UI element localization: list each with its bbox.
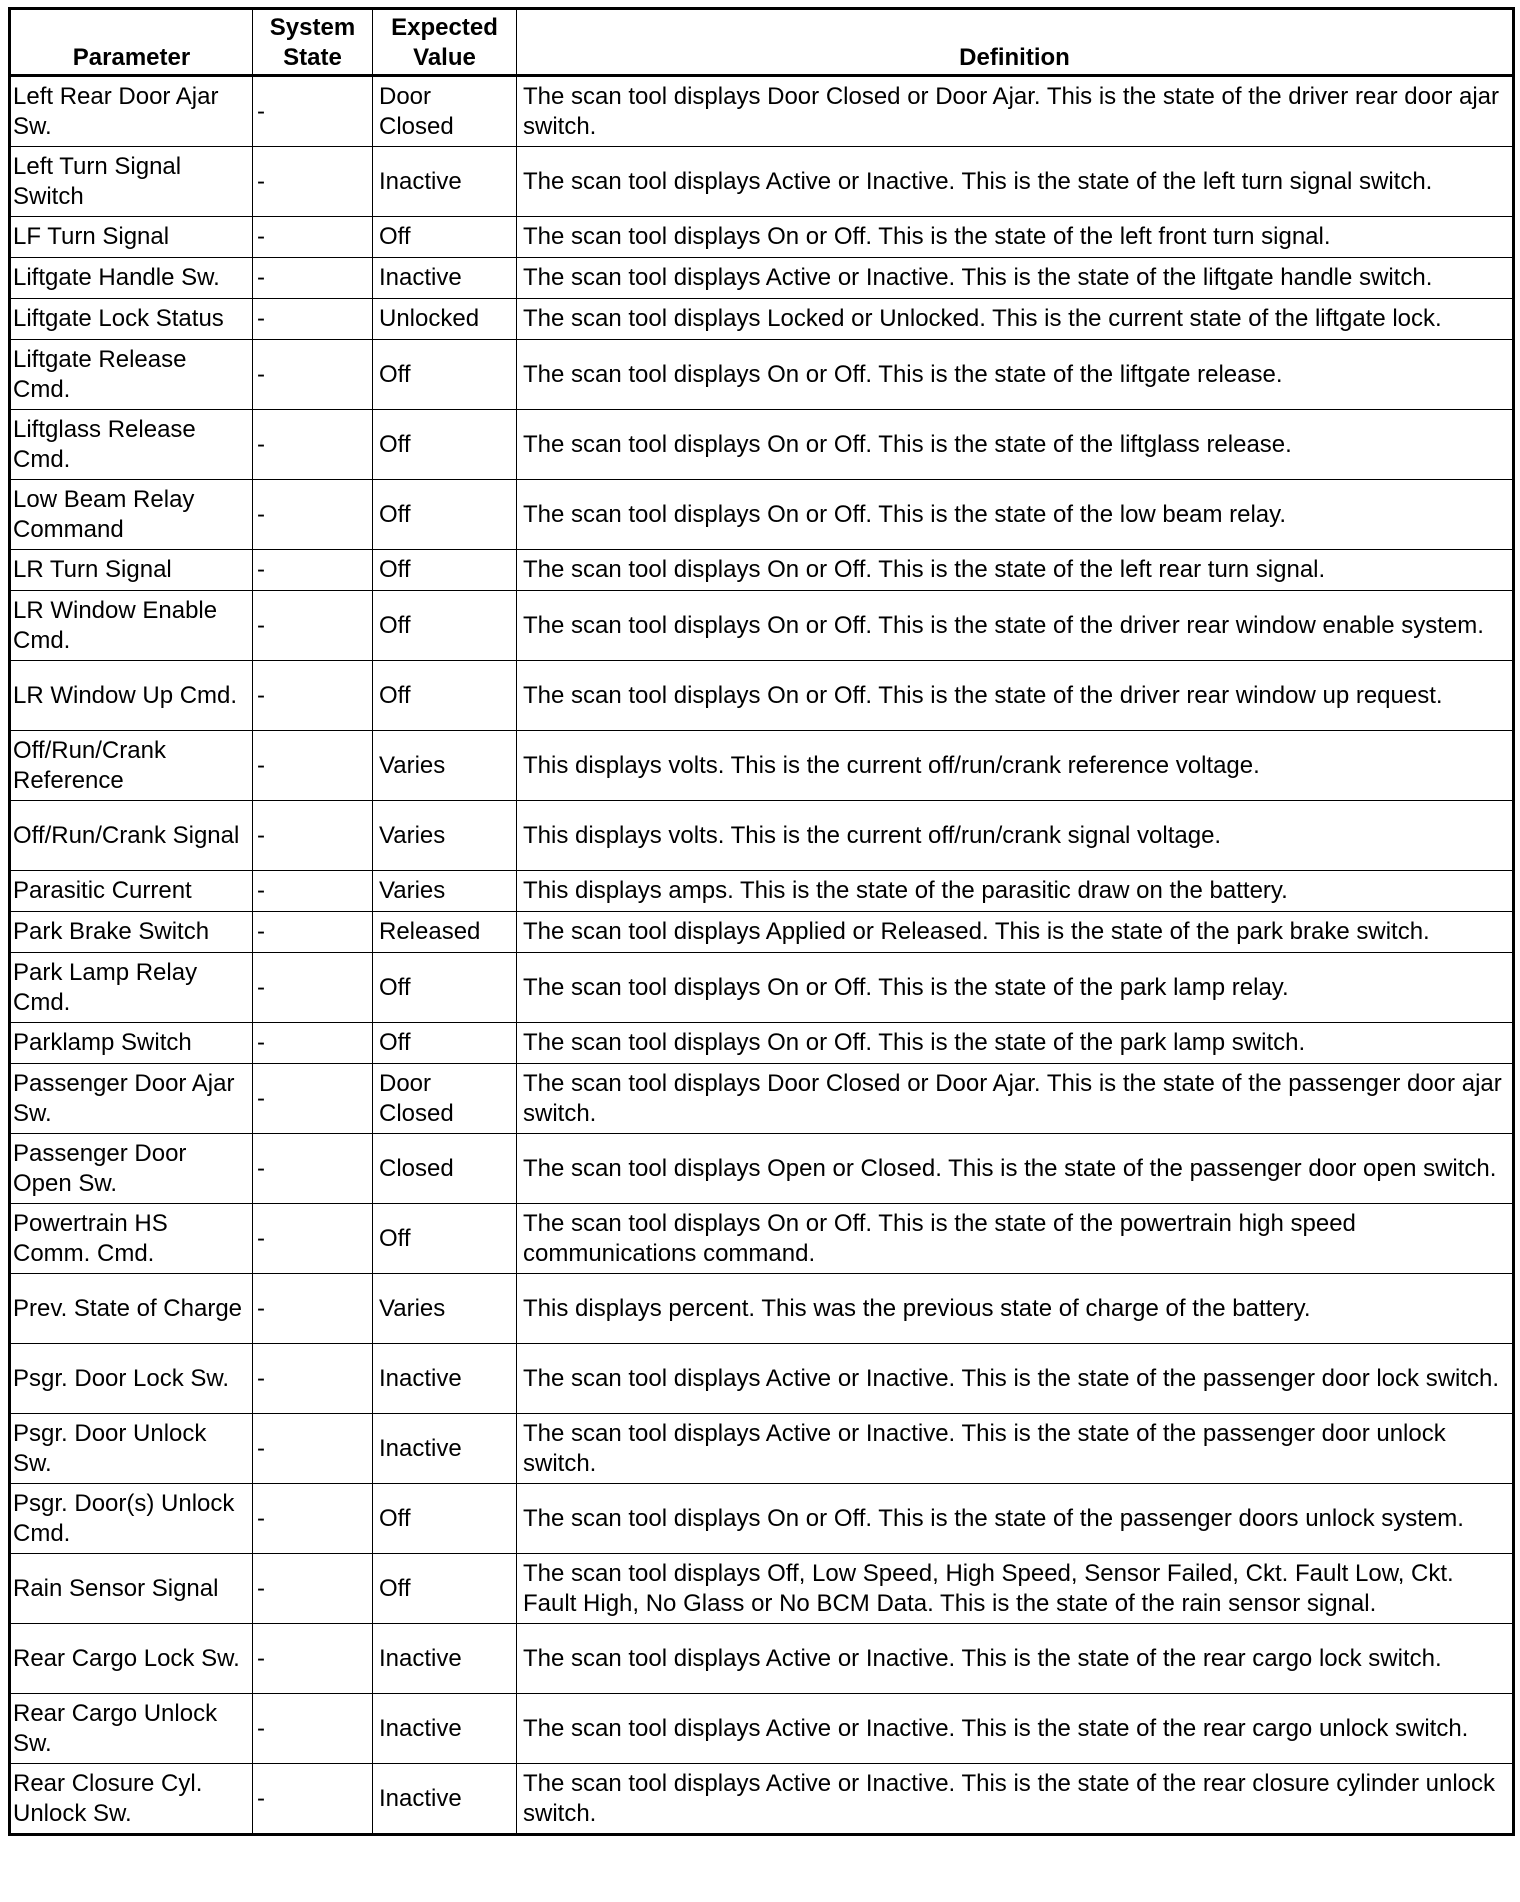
cell-system-state: -: [253, 1554, 373, 1624]
cell-parameter: LF Turn Signal: [10, 217, 253, 258]
table-row: [10, 953, 1514, 1023]
table-row: [10, 76, 1514, 147]
cell-system-state: -: [253, 1624, 373, 1694]
cell-system-state: -: [253, 661, 373, 731]
cell-expected-value: Inactive: [373, 1344, 517, 1414]
cell-definition: The scan tool displays On or Off. This is the state of the park lamp switch.: [517, 1023, 1514, 1064]
cell-parameter: Park Lamp Relay Cmd.: [10, 953, 253, 1023]
cell-system-state: -: [253, 1204, 373, 1274]
cell-definition: The scan tool displays Door Closed or Door Ajar. This is the state of the passenger door ajar switch.: [517, 1064, 1514, 1134]
cell-expected-value: Off: [373, 661, 517, 731]
cell-system-state: -: [253, 76, 373, 147]
cell-system-state: -: [253, 1694, 373, 1764]
cell-definition: The scan tool displays On or Off. This is the state of the left front turn signal.: [517, 217, 1514, 258]
cell-system-state: -: [253, 340, 373, 410]
table-row: [10, 1764, 1514, 1835]
cell-definition: The scan tool displays On or Off. This is the state of the driver rear window up request.: [517, 661, 1514, 731]
cell-expected-value: Inactive: [373, 1764, 517, 1835]
header-expected-value: Expected Value: [373, 9, 517, 76]
cell-parameter: Off/Run/Crank Reference: [10, 731, 253, 801]
cell-parameter: Rain Sensor Signal: [10, 1554, 253, 1624]
table-row: [10, 871, 1514, 912]
table-row: [10, 1023, 1514, 1064]
cell-parameter: Rear Cargo Unlock Sw.: [10, 1694, 253, 1764]
cell-expected-value: Inactive: [373, 1414, 517, 1484]
cell-system-state: -: [253, 217, 373, 258]
cell-expected-value: Off: [373, 550, 517, 591]
cell-parameter: Passenger Door Ajar Sw.: [10, 1064, 253, 1134]
cell-definition: The scan tool displays Off, Low Speed, High Speed, Sensor Failed, Ckt. Fault Low, Ckt. Fault High, No Glass or No BCM Data. This is the state of the rain sensor signal.: [517, 1554, 1514, 1624]
cell-system-state: -: [253, 953, 373, 1023]
cell-parameter: Psgr. Door(s) Unlock Cmd.: [10, 1484, 253, 1554]
cell-system-state: -: [253, 1344, 373, 1414]
table-row: [10, 340, 1514, 410]
table-row: [10, 801, 1514, 871]
cell-parameter: Powertrain HS Comm. Cmd.: [10, 1204, 253, 1274]
cell-expected-value: Off: [373, 480, 517, 550]
cell-definition: The scan tool displays On or Off. This is the state of the powertrain high speed communications command.: [517, 1204, 1514, 1274]
table-row: [10, 731, 1514, 801]
cell-parameter: Low Beam Relay Command: [10, 480, 253, 550]
cell-definition: The scan tool displays Active or Inactive. This is the state of the rear closure cylinder unlock switch.: [517, 1764, 1514, 1835]
cell-expected-value: Off: [373, 1204, 517, 1274]
cell-system-state: -: [253, 1764, 373, 1835]
cell-expected-value: Unlocked: [373, 299, 517, 340]
cell-parameter: Parasitic Current: [10, 871, 253, 912]
cell-parameter: Psgr. Door Lock Sw.: [10, 1344, 253, 1414]
cell-definition: The scan tool displays Locked or Unlocked. This is the current state of the liftgate lock.: [517, 299, 1514, 340]
cell-system-state: -: [253, 299, 373, 340]
cell-parameter: Liftgate Lock Status: [10, 299, 253, 340]
cell-system-state: -: [253, 480, 373, 550]
cell-system-state: -: [253, 1414, 373, 1484]
cell-definition: The scan tool displays Active or Inactive. This is the state of the passenger door unlock switch.: [517, 1414, 1514, 1484]
cell-definition: The scan tool displays Active or Inactive. This is the state of the left turn signal switch.: [517, 147, 1514, 217]
cell-expected-value: Off: [373, 953, 517, 1023]
cell-expected-value: Released: [373, 912, 517, 953]
cell-definition: The scan tool displays On or Off. This is the state of the low beam relay.: [517, 480, 1514, 550]
cell-definition: The scan tool displays On or Off. This is the state of the liftgate release.: [517, 340, 1514, 410]
table-row: [10, 410, 1514, 480]
cell-system-state: -: [253, 1484, 373, 1554]
cell-system-state: -: [253, 258, 373, 299]
cell-expected-value: Off: [373, 1023, 517, 1064]
table-row: [10, 912, 1514, 953]
cell-system-state: -: [253, 1274, 373, 1344]
table-row: [10, 1624, 1514, 1694]
cell-parameter: Passenger Door Open Sw.: [10, 1134, 253, 1204]
cell-parameter: Psgr. Door Unlock Sw.: [10, 1414, 253, 1484]
cell-system-state: -: [253, 410, 373, 480]
cell-parameter: LR Window Enable Cmd.: [10, 591, 253, 661]
cell-parameter: Left Rear Door Ajar Sw.: [10, 76, 253, 147]
cell-expected-value: Varies: [373, 871, 517, 912]
cell-definition: The scan tool displays On or Off. This is the state of the liftglass release.: [517, 410, 1514, 480]
table-body: [10, 76, 1514, 1835]
table-row: [10, 591, 1514, 661]
cell-system-state: -: [253, 1064, 373, 1134]
cell-parameter: Park Brake Switch: [10, 912, 253, 953]
table-row: [10, 480, 1514, 550]
table-row: [10, 1344, 1514, 1414]
cell-system-state: -: [253, 550, 373, 591]
table-row: [10, 1694, 1514, 1764]
cell-expected-value: Door Closed: [373, 1064, 517, 1134]
cell-parameter: LR Window Up Cmd.: [10, 661, 253, 731]
cell-system-state: -: [253, 1023, 373, 1064]
table-row: [10, 661, 1514, 731]
cell-definition: The scan tool displays Active or Inactive. This is the state of the rear cargo unlock switch.: [517, 1694, 1514, 1764]
cell-system-state: -: [253, 731, 373, 801]
cell-definition: The scan tool displays Applied or Released. This is the state of the park brake switch.: [517, 912, 1514, 953]
cell-expected-value: Inactive: [373, 258, 517, 299]
cell-expected-value: Off: [373, 217, 517, 258]
cell-definition: The scan tool displays Active or Inactive. This is the state of the liftgate handle switch.: [517, 258, 1514, 299]
cell-definition: This displays volts. This is the current off/run/crank reference voltage.: [517, 731, 1514, 801]
table-row: [10, 1134, 1514, 1204]
table-row: [10, 1414, 1514, 1484]
cell-system-state: -: [253, 591, 373, 661]
cell-expected-value: Door Closed: [373, 76, 517, 147]
parameter-table: [8, 7, 1515, 1836]
cell-expected-value: Off: [373, 1484, 517, 1554]
cell-definition: The scan tool displays Active or Inactive. This is the state of the passenger door lock switch.: [517, 1344, 1514, 1414]
cell-expected-value: Inactive: [373, 147, 517, 217]
table-row: [10, 147, 1514, 217]
table-row: [10, 1274, 1514, 1344]
cell-parameter: Prev. State of Charge: [10, 1274, 253, 1344]
cell-definition: This displays percent. This was the previous state of charge of the battery.: [517, 1274, 1514, 1344]
table-row: [10, 1484, 1514, 1554]
cell-parameter: Liftgate Release Cmd.: [10, 340, 253, 410]
table-row: [10, 1554, 1514, 1624]
cell-parameter: Rear Cargo Lock Sw.: [10, 1624, 253, 1694]
cell-definition: The scan tool displays On or Off. This is the state of the passenger doors unlock system.: [517, 1484, 1514, 1554]
parameter-table-container: [8, 7, 1512, 1836]
cell-definition: The scan tool displays Active or Inactive. This is the state of the rear cargo lock switch.: [517, 1624, 1514, 1694]
cell-system-state: -: [253, 912, 373, 953]
cell-expected-value: Varies: [373, 731, 517, 801]
cell-expected-value: Varies: [373, 801, 517, 871]
cell-expected-value: Inactive: [373, 1694, 517, 1764]
table-header-row: [10, 9, 1514, 76]
table-row: [10, 299, 1514, 340]
cell-definition: This displays amps. This is the state of the parasitic draw on the battery.: [517, 871, 1514, 912]
cell-parameter: Liftgate Handle Sw.: [10, 258, 253, 299]
table-row: [10, 217, 1514, 258]
table-row: [10, 1204, 1514, 1274]
header-definition: Definition: [517, 9, 1514, 76]
cell-expected-value: Off: [373, 410, 517, 480]
cell-parameter: Parklamp Switch: [10, 1023, 253, 1064]
cell-definition: The scan tool displays On or Off. This is the state of the driver rear window enable system.: [517, 591, 1514, 661]
cell-system-state: -: [253, 1134, 373, 1204]
cell-expected-value: Off: [373, 591, 517, 661]
cell-parameter: LR Turn Signal: [10, 550, 253, 591]
header-parameter: Parameter: [10, 9, 253, 76]
cell-system-state: -: [253, 871, 373, 912]
cell-system-state: -: [253, 147, 373, 217]
cell-expected-value: Off: [373, 1554, 517, 1624]
cell-expected-value: Varies: [373, 1274, 517, 1344]
cell-definition: The scan tool displays On or Off. This is the state of the park lamp relay.: [517, 953, 1514, 1023]
cell-expected-value: Closed: [373, 1134, 517, 1204]
cell-parameter: Left Turn Signal Switch: [10, 147, 253, 217]
table-row: [10, 258, 1514, 299]
header-system-state: System State: [253, 9, 373, 76]
cell-parameter: Liftglass Release Cmd.: [10, 410, 253, 480]
cell-parameter: Off/Run/Crank Signal: [10, 801, 253, 871]
cell-definition: The scan tool displays On or Off. This is the state of the left rear turn signal.: [517, 550, 1514, 591]
cell-definition: This displays volts. This is the current off/run/crank signal voltage.: [517, 801, 1514, 871]
cell-definition: The scan tool displays Open or Closed. This is the state of the passenger door open switch.: [517, 1134, 1514, 1204]
cell-system-state: -: [253, 801, 373, 871]
table-row: [10, 550, 1514, 591]
cell-expected-value: Inactive: [373, 1624, 517, 1694]
cell-definition: The scan tool displays Door Closed or Door Ajar. This is the state of the driver rear door ajar switch.: [517, 76, 1514, 147]
cell-parameter: Rear Closure Cyl. Unlock Sw.: [10, 1764, 253, 1835]
table-row: [10, 1064, 1514, 1134]
cell-expected-value: Off: [373, 340, 517, 410]
